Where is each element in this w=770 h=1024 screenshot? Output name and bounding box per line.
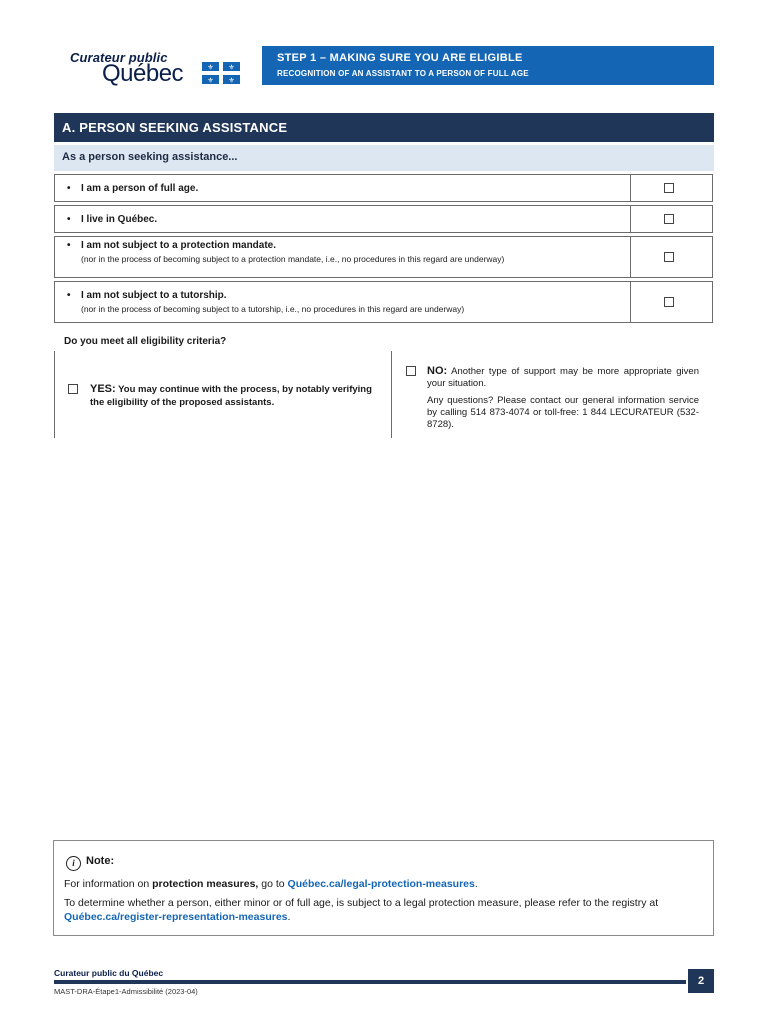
legal-protection-link[interactable]: Québec.ca/legal-protection-measures	[287, 878, 475, 890]
section-title: A. PERSON SEEKING ASSISTANCE	[62, 120, 288, 135]
criteria-row-full-age	[54, 174, 713, 202]
yes-label: YES:	[90, 383, 116, 395]
criteria-note: (nor in the process of becoming subject to a protection mandate, i.e., no procedures in this regard are underway)	[81, 254, 505, 264]
yes-text: You may continue with the process, by notably verifying the eligibility of the proposed assistants.	[90, 384, 372, 408]
page-number: 2	[688, 969, 714, 993]
note-title: Note:	[86, 855, 115, 867]
bullet: •	[67, 214, 71, 225]
no-option	[406, 365, 699, 431]
criteria-label: I am not subject to a protection mandate.	[81, 240, 277, 251]
section-intro: As a person seeking assistance...	[62, 151, 238, 163]
bullet: •	[67, 240, 71, 251]
svg-text:⚜: ⚜	[207, 63, 214, 72]
bullet: •	[67, 183, 71, 194]
no-label: NO:	[427, 365, 448, 377]
note-paragraph-1: For information on protection measures, go to Québec.ca/legal-protection-measures.	[64, 878, 478, 890]
register-link[interactable]: Québec.ca/register-representation-measures	[64, 911, 288, 923]
note-paragraph-2: To determine whether a person, either minor or of full age, is subject to a legal protection measure, please refer to the registry at Québec.ca/register-representation-measures.	[64, 897, 659, 923]
divider	[391, 351, 392, 438]
criteria-label: I live in Québec.	[81, 214, 158, 225]
divider	[54, 351, 55, 438]
footer-rule	[54, 980, 686, 984]
svg-text:⚜: ⚜	[207, 76, 214, 84]
no-text: Another type of support may be more appropriate given your situation.	[427, 366, 699, 389]
yes-option	[68, 383, 378, 409]
note-box	[53, 840, 714, 936]
tutorship-checkbox[interactable]	[664, 297, 674, 307]
criteria-row-lives-quebec	[54, 205, 713, 233]
eligibility-question: Do you meet all eligibility criteria?	[64, 336, 227, 347]
logo-line2: Québec	[102, 60, 184, 87]
step-subtitle: RECOGNITION OF AN ASSISTANT TO A PERSON OF FULL AGE	[277, 69, 529, 78]
criteria-row-tutorship	[54, 281, 713, 323]
svg-text:⚜: ⚜	[228, 63, 235, 72]
quebec-flag-icon	[202, 62, 240, 84]
document-code: MAST-DRA-Étape1-Admissibilité (2023-04)	[54, 987, 198, 996]
footer-org: Curateur public du Québec	[54, 968, 164, 978]
section-subheading	[54, 145, 714, 171]
logo-line1: Curateur public	[70, 50, 168, 65]
full-age-checkbox[interactable]	[664, 183, 674, 193]
bullet: •	[67, 290, 71, 301]
criteria-label: I am not subject to a tutorship.	[81, 290, 227, 301]
svg-text:⚜: ⚜	[228, 76, 235, 84]
protection-mandate-checkbox[interactable]	[664, 252, 674, 262]
section-heading	[54, 113, 714, 142]
criteria-label: I am a person of full age.	[81, 183, 199, 194]
no-checkbox[interactable]	[406, 366, 416, 376]
lives-quebec-checkbox[interactable]	[664, 214, 674, 224]
curateur-logo	[68, 50, 248, 90]
yes-checkbox[interactable]	[68, 384, 78, 394]
info-icon: i	[66, 856, 81, 871]
criteria-note: (nor in the process of becoming subject to a tutorship, i.e., no procedures in this regard are underway)	[81, 304, 465, 314]
no-contact-text: Any questions? Please contact our general information service by calling 514 873-4074 or toll-free: 1 844 LECURATEUR (532-8728).	[427, 395, 699, 430]
step-banner	[262, 46, 714, 85]
step-title: STEP 1 – MAKING SURE YOU ARE ELIGIBLE	[277, 52, 523, 64]
criteria-row-protection-mandate	[54, 236, 713, 278]
